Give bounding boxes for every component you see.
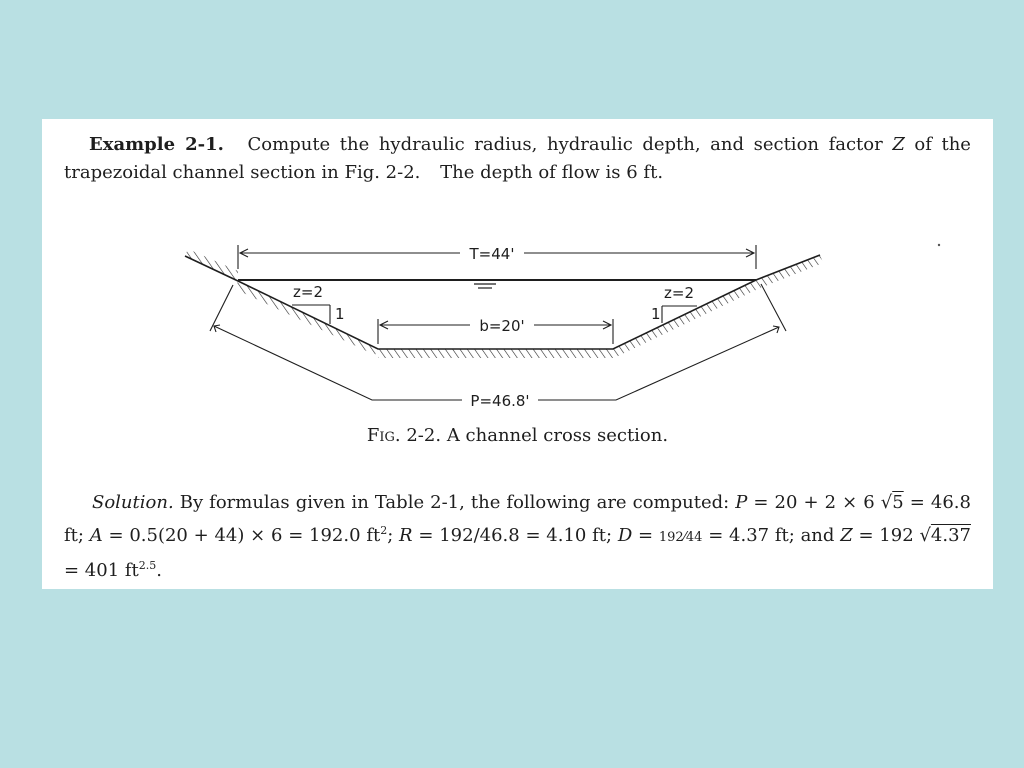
right-upper-ground-hatch xyxy=(756,255,823,288)
solution-paragraph: Solution. By formulas given in Table 2-1, the following are computed: P = 20 + 2 × 6 √5 = 46.8 ft; A = 0.5(20 + 44) × 6 = 192.0 $ft^2$; R = 192/46.8 = 4.10 ft; D = 192⁄44 = 4.37 ft; and Z = 192 √4.37 = 401 $ft^{2.5}$. xyxy=(64,492,971,581)
perimeter-dimension xyxy=(210,284,786,400)
solution-p-sqrt: √5 xyxy=(880,492,904,513)
solution-z-expr: = 192 xyxy=(858,525,914,546)
example-text-1: Compute the hydraulic radius, hydraulic depth, and section factor xyxy=(247,134,883,155)
bed-hatch xyxy=(378,349,613,358)
right-slope-label: z=2 xyxy=(664,284,694,302)
figure-caption-text: A channel cross section. xyxy=(446,425,669,446)
solution-p-var: P xyxy=(735,492,748,513)
solution-a-var: A xyxy=(89,525,103,546)
solution-text-1: By formulas given in Table 2-1, the following are computed: xyxy=(179,492,730,513)
top-width-label: T=44' xyxy=(469,245,515,263)
left-rise-label: 1 xyxy=(335,305,345,323)
left-upper-ground-hatch xyxy=(185,249,238,281)
solution-r-var: R xyxy=(399,525,413,546)
example-var-z: Z xyxy=(892,134,905,155)
figure-caption xyxy=(42,425,993,446)
solution-r-expr: = 192/46.8 = 4.10 ft; xyxy=(418,525,613,546)
solution-p-result: = 46.8 ft; xyxy=(64,492,971,546)
solution-z-var: Z xyxy=(840,525,853,546)
solution-z-exp: 2.5 xyxy=(138,559,157,572)
right-rise-label: 1 xyxy=(651,305,661,323)
solution-z-result: = 401 ft xyxy=(64,560,139,581)
figure-caption-prefix: Fig. 2-2. xyxy=(366,425,442,446)
example-text-3: The depth of flow is 6 ft. xyxy=(440,162,664,183)
solution-z-sqrt-arg: 4.37 xyxy=(930,525,971,546)
solution-d-var: D xyxy=(617,525,633,546)
perimeter-label: P=46.8' xyxy=(470,392,530,410)
solution-z-end: . xyxy=(156,560,163,581)
solution-a-expr: = 0.5(20 + 44) × 6 = 192.0 ft xyxy=(108,525,381,546)
example-text-2: of the trapezoidal channel section in Fig. 2-2. xyxy=(64,134,971,183)
left-slope-label: z=2 xyxy=(293,283,323,301)
solution-heading: Solution. xyxy=(92,492,174,513)
solution-p-expr: = 20 + 2 × 6 xyxy=(753,492,875,513)
solution-z-sqrt: √4.37 xyxy=(919,525,971,546)
example-heading: Example 2-1. xyxy=(89,134,224,155)
solution-a-exp: 2 xyxy=(380,524,388,537)
solution-d-result: = 4.37 ft; and xyxy=(708,525,835,546)
solution-d-frac: 192⁄44 xyxy=(658,530,703,545)
textbook-page xyxy=(42,119,993,589)
bottom-width-label: b=20' xyxy=(479,317,525,335)
scan-speck xyxy=(938,244,940,246)
water-surface-symbol xyxy=(474,284,496,288)
solution-p-sqrt-arg: 5 xyxy=(892,492,904,513)
